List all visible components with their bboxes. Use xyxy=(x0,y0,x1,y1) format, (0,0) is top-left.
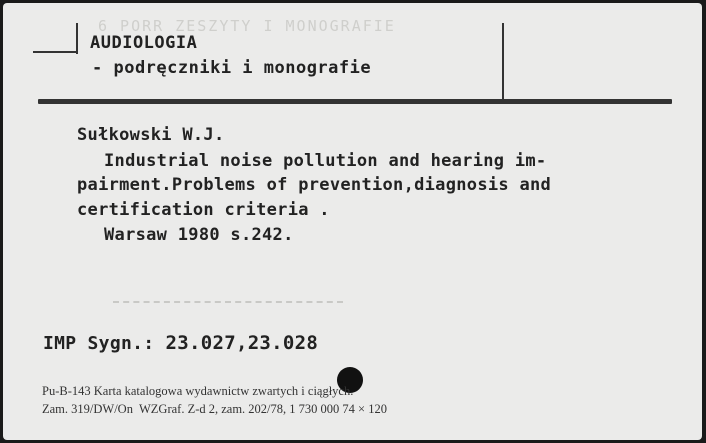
entry-title-line-3: certification criteria . xyxy=(77,200,330,220)
entry-title-line-1: Industrial noise pollution and hearing im- xyxy=(104,151,547,171)
entry-author: Sułkowski W.J. xyxy=(77,125,225,145)
header-tick-rule xyxy=(76,23,78,54)
catalog-card xyxy=(3,3,702,440)
faded-header-text: 6 PORR ZESZYTY I MONOGRAFIE xyxy=(98,17,396,35)
header-left-rule xyxy=(33,51,78,53)
footer-line-2: Zam. 319/DW/On WZGraf. Z-d 2, zam. 202/78, 1 730 000 74 × 120 xyxy=(42,402,387,416)
header-vertical-rule xyxy=(502,23,504,101)
entry-title-line-2: pairment.Problems of prevention,diagnosis and xyxy=(77,175,552,195)
header-horizontal-rule xyxy=(38,99,672,104)
entry-publication: Warsaw 1980 s.242. xyxy=(104,225,294,245)
call-number xyxy=(43,332,318,354)
call-number-label: IMP Sygn.: xyxy=(43,333,155,354)
subject-subheading: - podręczniki i monografie xyxy=(92,58,372,78)
footer-line-1: Pu-B-143 Karta katalogowa wydawnictw zwartych i ciągłych. xyxy=(42,384,354,398)
subject-heading: AUDIOLOGIA xyxy=(90,33,198,53)
call-number-value: 23.027,23.028 xyxy=(165,332,319,354)
faint-dashed-mark xyxy=(113,301,343,303)
